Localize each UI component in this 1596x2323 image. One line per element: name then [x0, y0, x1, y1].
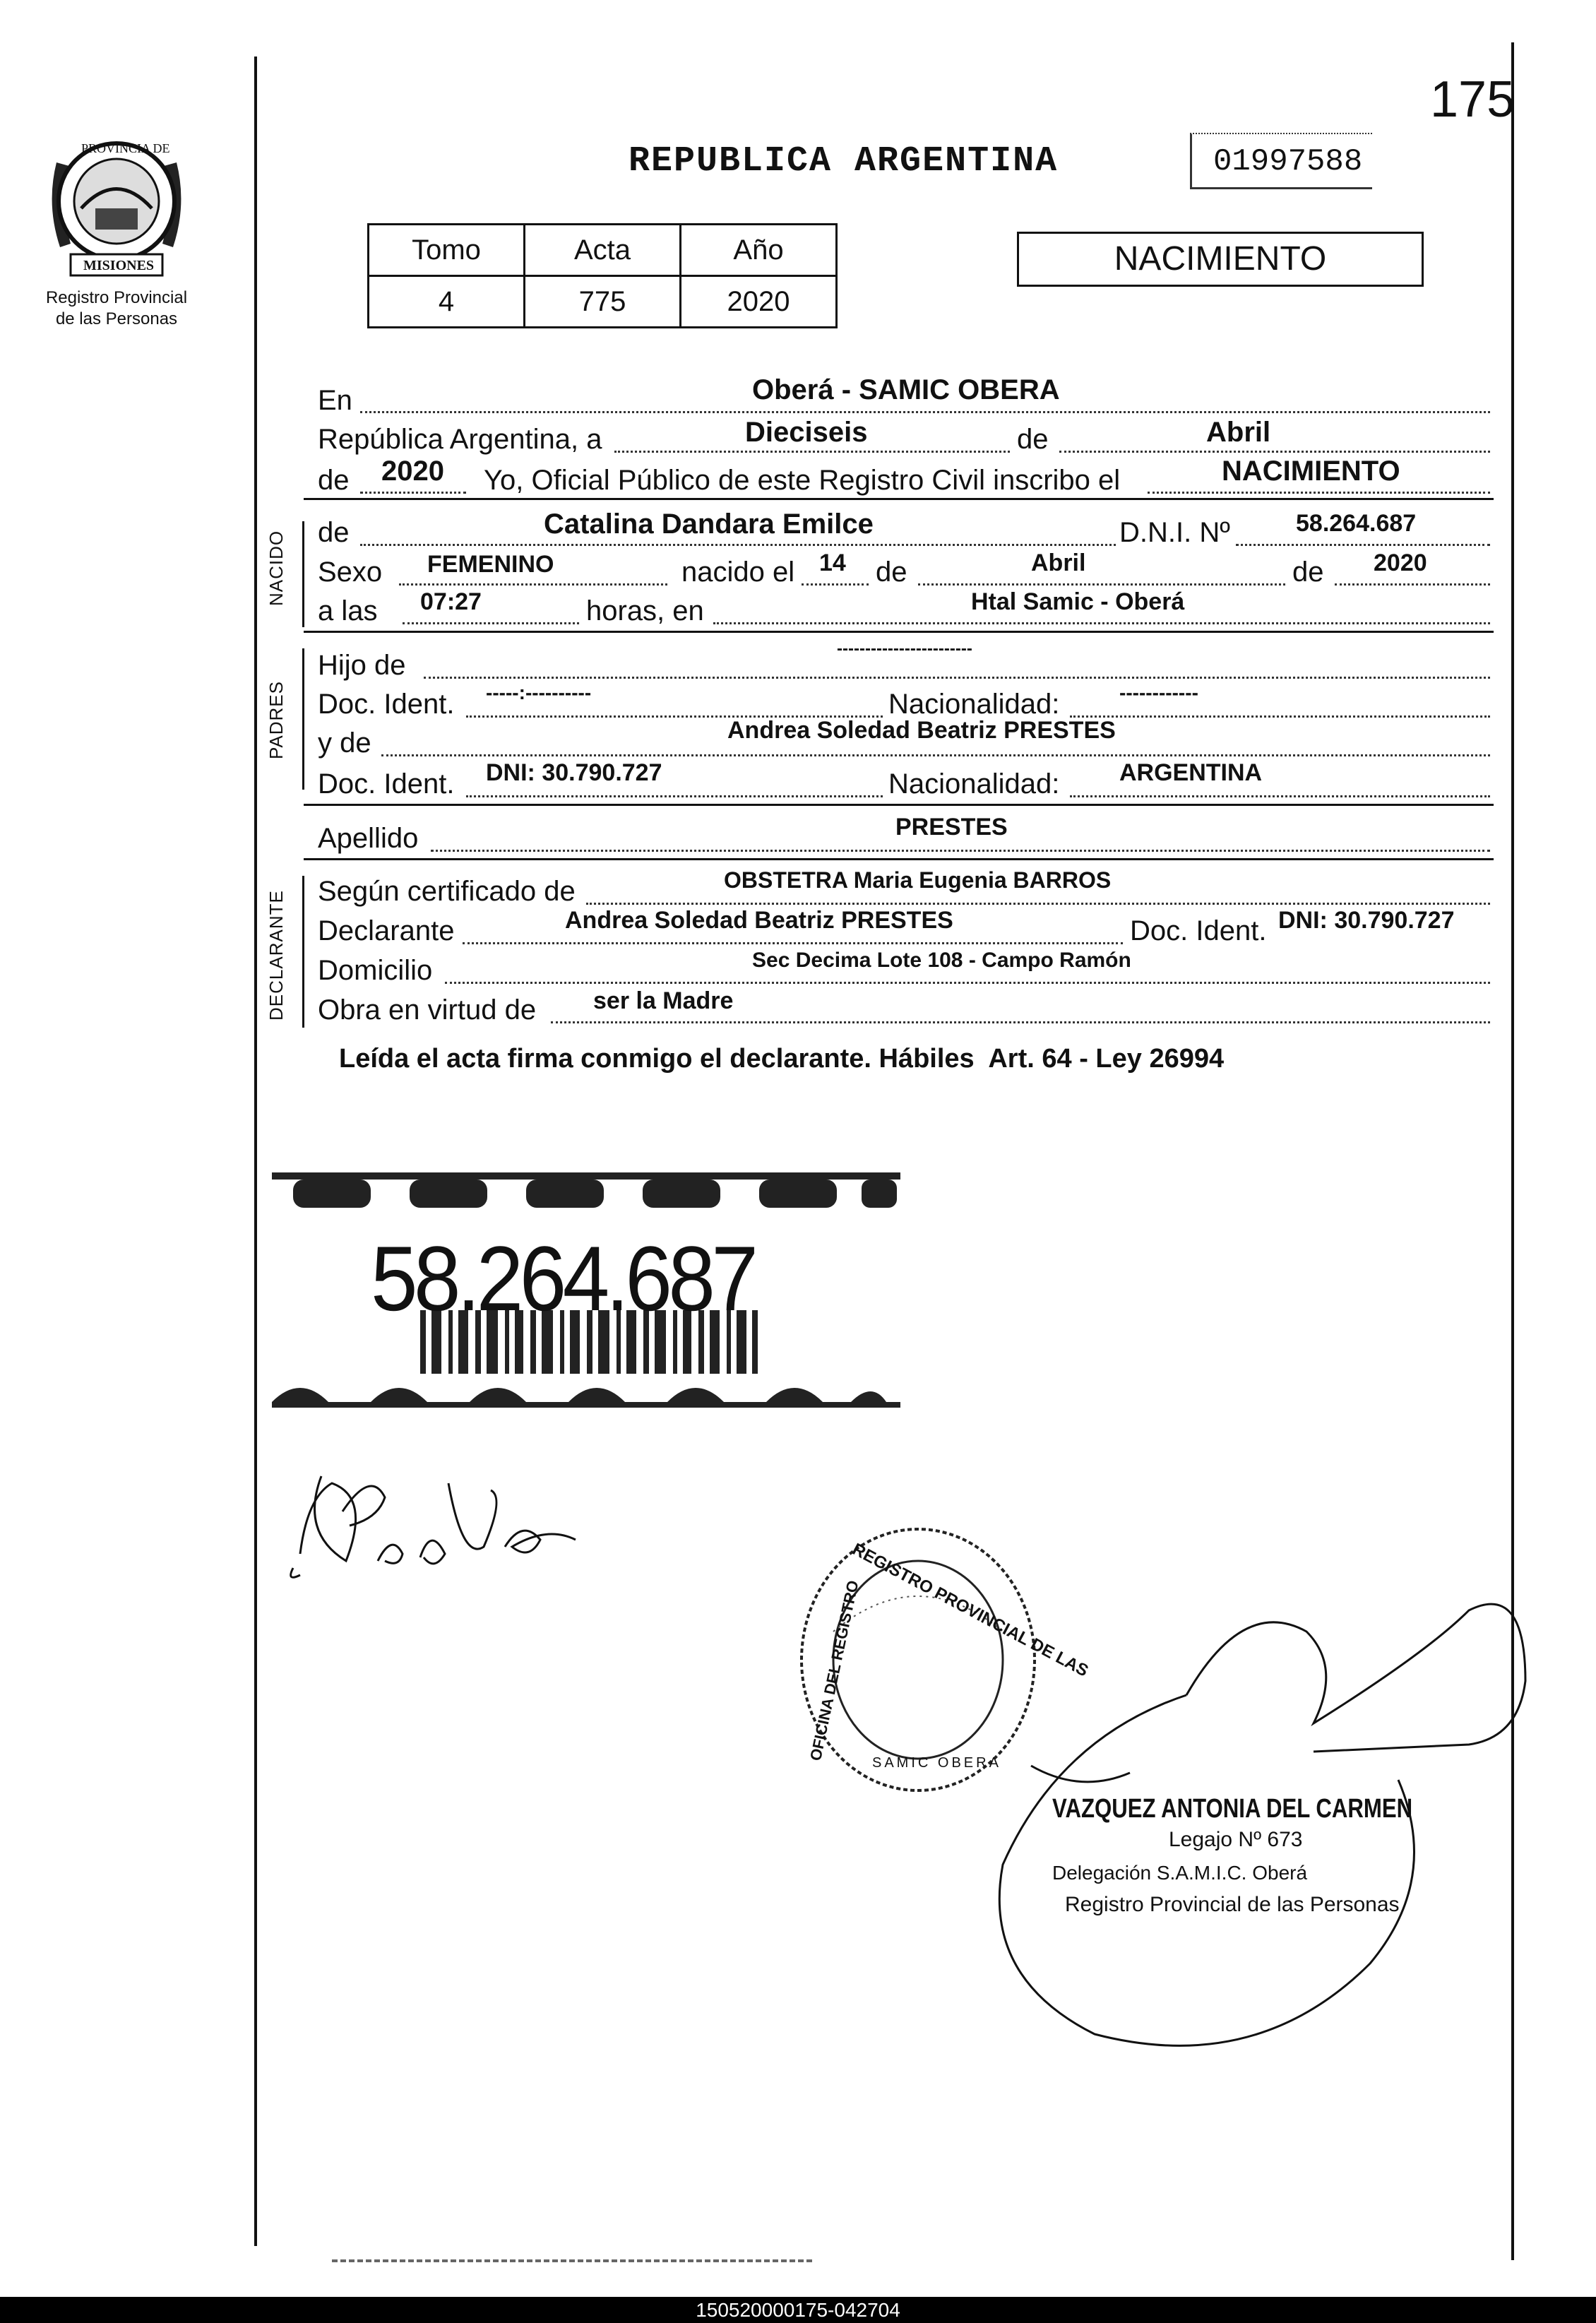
- tomo-header: Tomo: [369, 225, 525, 276]
- dni-sticker: [272, 1169, 900, 1437]
- docid-value: DNI: 30.790.727: [1278, 907, 1455, 934]
- serial-number: 01997588: [1213, 144, 1363, 179]
- nac2-value: ARGENTINA: [1119, 759, 1263, 786]
- padres-bracket: [302, 648, 304, 790]
- nac1-line: [1070, 715, 1490, 718]
- month-value: Abril: [1206, 417, 1271, 448]
- divider-1: [304, 498, 1494, 500]
- obra-value: ser la Madre: [593, 987, 734, 1014]
- left-margin-line: [254, 57, 257, 2246]
- domicilio-value: Sec Decima Lote 108 - Campo Ramón: [752, 949, 1131, 972]
- nacido-de-label: de: [318, 517, 350, 548]
- birth-time: 07:27: [420, 588, 482, 615]
- footer-code: 150520000175-042704: [696, 2299, 900, 2321]
- declarante-value: Andrea Soledad Beatriz PRESTES: [565, 907, 953, 934]
- seal-text-top: PROVINCIA DE: [81, 141, 170, 155]
- en-value: Oberá - SAMIC OBERA: [752, 374, 1060, 405]
- segun-label: Según certificado de: [318, 876, 576, 907]
- birth-place: Htal Samic - Oberá: [971, 588, 1185, 615]
- time-line: [403, 622, 579, 624]
- father-name: ------------------------: [837, 639, 972, 658]
- dni-label: D.N.I. Nº: [1119, 517, 1230, 548]
- document-type-box: [1017, 232, 1424, 287]
- ano-value: 2020: [681, 276, 837, 328]
- day-value: Dieciseis: [745, 417, 868, 448]
- nacido-dni: 58.264.687: [1296, 510, 1417, 537]
- divider-4: [304, 858, 1494, 860]
- official-registro: Registro Provincial de las Personas: [1065, 1893, 1400, 1916]
- nacido-de2-label: de: [876, 557, 907, 588]
- inscribe-line: [1148, 492, 1490, 494]
- de2-label: de: [318, 465, 350, 496]
- place-line: [713, 622, 1490, 624]
- stamp-ring-bottom: SAMIC OBERA: [872, 1755, 1001, 1771]
- month-line: [1059, 451, 1490, 453]
- tomo-value: 4: [369, 276, 525, 328]
- seal-text-bottom: MISIONES: [83, 258, 155, 273]
- declarant-signature: [279, 1455, 590, 1589]
- nac2-label: Nacionalidad:: [888, 768, 1060, 800]
- birth-month: Abril: [1031, 549, 1086, 576]
- hijo-label: Hijo de: [318, 650, 406, 681]
- alas-label: a las: [318, 595, 378, 626]
- stamp-ring-left: OFICINA DEL REGISTRO: [806, 1579, 862, 1763]
- de-label: de: [1017, 424, 1049, 455]
- nac2-line: [1070, 795, 1490, 797]
- padres-section-label: PADRES: [266, 681, 287, 759]
- mother-line: [381, 754, 1490, 756]
- bottom-faint-mark: [332, 2257, 812, 2262]
- birth-day-line: [802, 583, 869, 586]
- birth-year: 2020: [1374, 549, 1427, 576]
- provincial-seal: [42, 120, 191, 283]
- doc1-value: -----:----------: [486, 682, 592, 703]
- father-line: [424, 677, 1490, 679]
- logo-caption-line1: Registro Provincial: [45, 288, 188, 307]
- closing-text: Leída el acta firma conmigo el declarante. Hábiles Art. 64 - Ley 26994: [339, 1044, 1225, 1074]
- day-line: [614, 451, 1010, 453]
- divider-3: [304, 804, 1494, 806]
- country-title: REPUBLICA ARGENTINA: [629, 141, 1059, 182]
- nac1-label: Nacionalidad:: [888, 689, 1060, 720]
- apellido-value: PRESTES: [895, 814, 1008, 840]
- year-value: 2020: [381, 456, 444, 487]
- document-type: NACIMIENTO: [1114, 240, 1327, 278]
- footer-bar: [0, 2297, 1596, 2323]
- nacido-section-label: NACIDO: [266, 530, 287, 606]
- declarante-bracket: [302, 876, 304, 1028]
- obra-label: Obra en virtud de: [318, 994, 537, 1026]
- republica-label: República Argentina, a: [318, 424, 602, 455]
- declarante-line: [463, 942, 1123, 944]
- domicilio-line: [445, 982, 1490, 984]
- divider-2: [304, 631, 1494, 633]
- sticker-dni-number: 58.264.687: [371, 1227, 755, 1330]
- segun-value: OBSTETRA Maria Eugenia BARROS: [724, 867, 1112, 893]
- segun-line: [586, 903, 1490, 905]
- domicilio-label: Domicilio: [318, 955, 433, 986]
- horas-label: horas, en: [586, 595, 704, 626]
- doc2-label: Doc. Ident.: [318, 768, 455, 800]
- year-line: [360, 492, 466, 494]
- page-number: 175: [1430, 71, 1515, 128]
- ano-header: Año: [681, 225, 837, 276]
- en-label: En: [318, 385, 352, 416]
- nac1-value: ------------: [1119, 682, 1198, 703]
- doc1-label: Doc. Ident.: [318, 689, 455, 720]
- apellido-label: Apellido: [318, 823, 419, 854]
- en-line: [360, 411, 1490, 413]
- dni-line: [1236, 544, 1490, 546]
- obra-line: [551, 1021, 1490, 1023]
- acta-header: Acta: [525, 225, 681, 276]
- oficial-text: Yo, Oficial Público de este Registro Civil inscribo el: [484, 465, 1121, 496]
- doc2-value: DNI: 30.790.727: [486, 759, 662, 786]
- serial-number-box: [1190, 133, 1372, 189]
- yde-label: y de: [318, 727, 371, 759]
- declarante-section-label: DECLARANTE: [266, 890, 287, 1021]
- sexo-label: Sexo: [318, 557, 383, 588]
- doc2-line: [466, 795, 883, 797]
- apellido-line: [431, 850, 1490, 852]
- mother-name: Andrea Soledad Beatriz PRESTES: [727, 717, 1116, 744]
- birth-month-line: [918, 583, 1285, 586]
- nacido-name-line: [360, 544, 1116, 546]
- official-delegacion: Delegación S.A.M.I.C. Oberá: [1052, 1862, 1308, 1884]
- stamp-ring-text: REGISTRO PROVINCIAL DE LAS: [849, 1540, 1092, 1681]
- official-legajo: Legajo Nº 673: [1169, 1828, 1303, 1851]
- docid-label: Doc. Ident.: [1130, 915, 1267, 946]
- nacido-de3-label: de: [1292, 557, 1324, 588]
- birth-day: 14: [819, 549, 846, 576]
- inscribe-value: NACIMIENTO: [1222, 456, 1400, 487]
- official-name: VAZQUEZ ANTONIA DEL CARMEN: [1052, 1794, 1413, 1824]
- sexo-value: FEMENINO: [427, 551, 554, 578]
- tomo-acta-ano-table: [367, 223, 838, 328]
- acta-value: 775: [525, 276, 681, 328]
- nacido-bracket: [302, 521, 304, 627]
- logo-caption-line2: de las Personas: [55, 309, 178, 328]
- nacido-name: Catalina Dandara Emilce: [544, 509, 874, 540]
- nacido-el-label: nacido el: [681, 557, 795, 588]
- declarante-label: Declarante: [318, 915, 455, 946]
- birth-year-line: [1335, 583, 1490, 586]
- sexo-line: [399, 583, 667, 586]
